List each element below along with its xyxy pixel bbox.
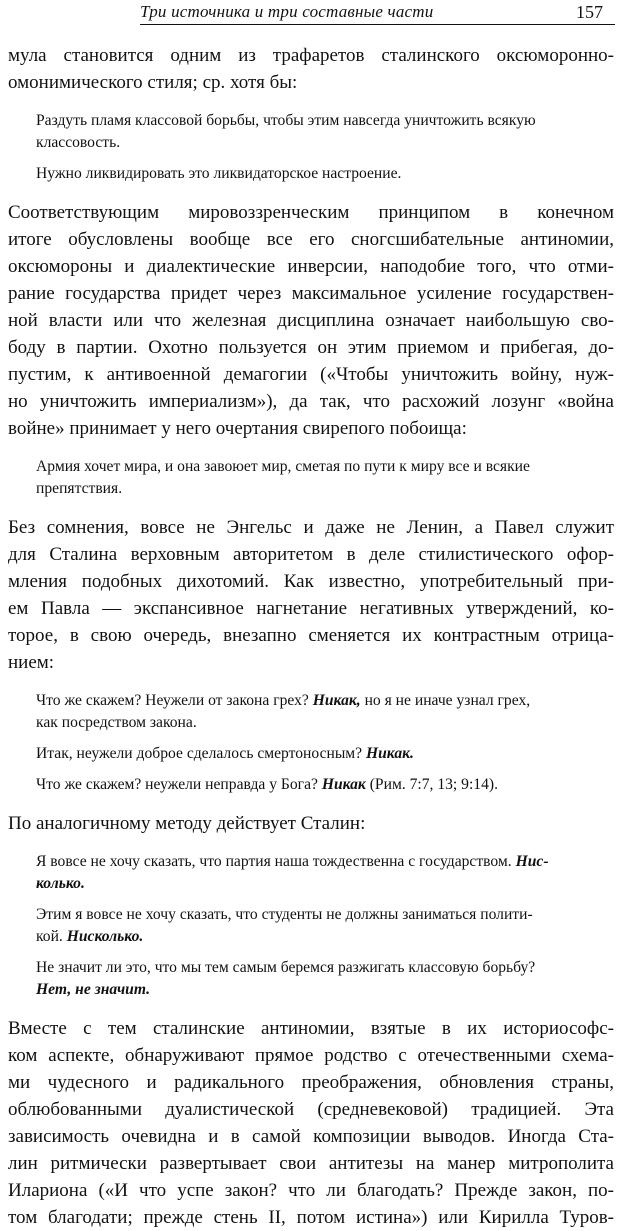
emphasis-text: Нет, не значит. — [36, 981, 151, 998]
quotation — [8, 110, 614, 154]
quotation — [8, 743, 614, 765]
spacer — [8, 185, 614, 199]
quote-text: кой. — [36, 928, 67, 945]
paragraph — [8, 42, 614, 96]
paragraph — [8, 1015, 614, 1231]
text-line: оксюмороны и диалектические инверсии, наподобие того, что отми- — [8, 256, 614, 277]
text-line: боду в партии. Охотно пользуется он этим приемом и прибегая, до- — [8, 337, 614, 358]
quote-line — [36, 743, 614, 765]
text-line: ной власти или что железная дисциплина означает наибольшую сво- — [8, 310, 614, 331]
quote-line — [36, 110, 614, 132]
text-line: войне» принимает у него очертания свирепого побоища: — [8, 418, 467, 439]
quote-text: Я вовсе не хочу сказать, что партия наша тождественна с государством. — [36, 853, 516, 870]
text-line: итоге обусловлены вообще все его сногсшибательные антиномии, — [8, 229, 614, 250]
quotation — [8, 957, 614, 1001]
quote-text: но я не иначе узнал грех, — [360, 692, 531, 709]
spacer — [8, 442, 614, 456]
text-line: но уничтожить империализм»), да так, что расхожий лозунг «война — [8, 391, 614, 412]
spacer — [8, 1001, 614, 1015]
quote-text: Нужно ликвидировать это ликвидаторское настроение. — [36, 165, 402, 182]
text-line: лин ритмически развертывает свои антитезы на манер митрополита — [8, 1153, 614, 1174]
quotation — [8, 851, 614, 895]
quote-line — [36, 904, 614, 926]
spacer — [8, 948, 614, 957]
text-line: нием: — [8, 652, 55, 673]
quote-line — [36, 690, 614, 712]
spacer — [8, 96, 614, 110]
quote-text: Армия хочет мира, и она завоюет мир, сметая по пути к миру все и всякие — [36, 458, 530, 475]
text-line: омонимического стиля; ср. хотя бы: — [8, 72, 298, 93]
spacer — [8, 500, 614, 514]
quote-text: Что же скажем? неужели неправда у Бога? — [36, 776, 322, 793]
emphasis-text: Никак — [321, 776, 366, 793]
paragraph — [8, 810, 614, 837]
quotation — [8, 774, 614, 796]
spacer — [8, 154, 614, 163]
text-line: том благодати; прежде стень ІІ, потом истина») или Кирилла Туров- — [8, 1207, 614, 1228]
text-line: ем Павла — экспансивное нагнетание негативных утверждений, ко- — [8, 598, 614, 619]
text-line: мула становится одним из трафаретов сталинского оксюморонно- — [8, 45, 614, 66]
emphasis-text: колько. — [36, 875, 85, 892]
emphasis-text: Нис- — [515, 853, 549, 870]
quote-line — [36, 873, 614, 895]
text-line: ми чудесного и радикального преображения, обновления страны, — [8, 1072, 614, 1093]
quote-text: Этим я вовсе не хочу сказать, что студенты не должны заниматься полити- — [36, 906, 533, 923]
text-line: для Сталина верховным авторитетом в деле стилистического офор- — [8, 544, 614, 565]
quote-text: Что же скажем? Неужели от закона грех? — [36, 692, 313, 709]
paragraph — [8, 514, 614, 676]
quote-line — [36, 456, 614, 478]
quote-line — [36, 926, 614, 948]
quote-text: как посредством закона. — [36, 714, 197, 731]
emphasis-text: Никак, — [312, 692, 361, 709]
spacer — [8, 796, 614, 810]
quotation — [8, 456, 614, 500]
text-line: ком аспекте, обнаруживают прямое родство с отечественными схема- — [8, 1045, 614, 1066]
text-line: Вместе с тем сталинские антиномии, взятые в их историософс- — [8, 1018, 614, 1039]
text-line: Соответствующим мировоззренческим принципом в конечном — [8, 202, 614, 223]
page-number: 157 — [576, 2, 603, 22]
quotation — [8, 690, 614, 734]
spacer — [8, 837, 614, 851]
page-body — [8, 42, 614, 1231]
quotation — [8, 163, 614, 185]
running-title: Три источника и три составные части — [140, 2, 434, 21]
spacer — [8, 765, 614, 774]
text-line: По аналогичному методу действует Сталин: — [8, 813, 366, 834]
quote-text: препятствия. — [36, 480, 123, 497]
emphasis-text: Нисколько. — [66, 928, 144, 945]
text-line: Илариона («И что успе закон? что ли благодать? Прежде закон, по- — [8, 1180, 614, 1201]
page-header — [0, 0, 620, 30]
quote-text: классовость. — [36, 134, 121, 151]
quote-text: Не значит ли это, что мы тем самым беремся разжигать классовую борьбу? — [36, 959, 536, 976]
quote-line — [36, 851, 614, 873]
text-line: мления подобных дихотомий. Как известно, употребительный при- — [8, 571, 614, 592]
text-line: зависимость очевидна и в самой композиции выводов. Иногда Ста- — [8, 1126, 614, 1147]
spacer — [8, 676, 614, 690]
text-line: Без сомнения, вовсе не Энгельс и даже не Ленин, а Павел служит — [8, 517, 614, 538]
quote-line — [36, 957, 614, 979]
spacer — [8, 734, 614, 743]
quotation — [8, 904, 614, 948]
quote-text: Раздуть пламя классовой борьбы, чтобы этим навсегда уничтожить всякую — [36, 112, 536, 129]
emphasis-text: Никак. — [366, 745, 414, 762]
text-line: облюбованными дуалистической (средневековой) традицией. Эта — [8, 1099, 614, 1120]
quote-line — [36, 478, 614, 500]
quote-text: Итак, неужели доброе сделалось смертоносным? — [36, 745, 366, 762]
header-rule — [140, 24, 615, 25]
text-line: рание государства придет через максимальное усиление государствен- — [8, 283, 614, 304]
text-line: торое, в свою очередь, внезапно сменяется их контрастным отрица- — [8, 625, 614, 646]
quote-line — [36, 979, 614, 1001]
quote-line — [36, 163, 614, 185]
paragraph — [8, 199, 614, 442]
text-line: пустим, к антивоенной демагогии («Чтобы уничтожить войну, нуж- — [8, 364, 614, 385]
quote-line — [36, 774, 614, 796]
spacer — [8, 895, 614, 904]
quote-line — [36, 132, 614, 154]
quote-line — [36, 712, 614, 734]
quote-text: (Рим. 7:7, 13; 9:14). — [365, 776, 498, 793]
